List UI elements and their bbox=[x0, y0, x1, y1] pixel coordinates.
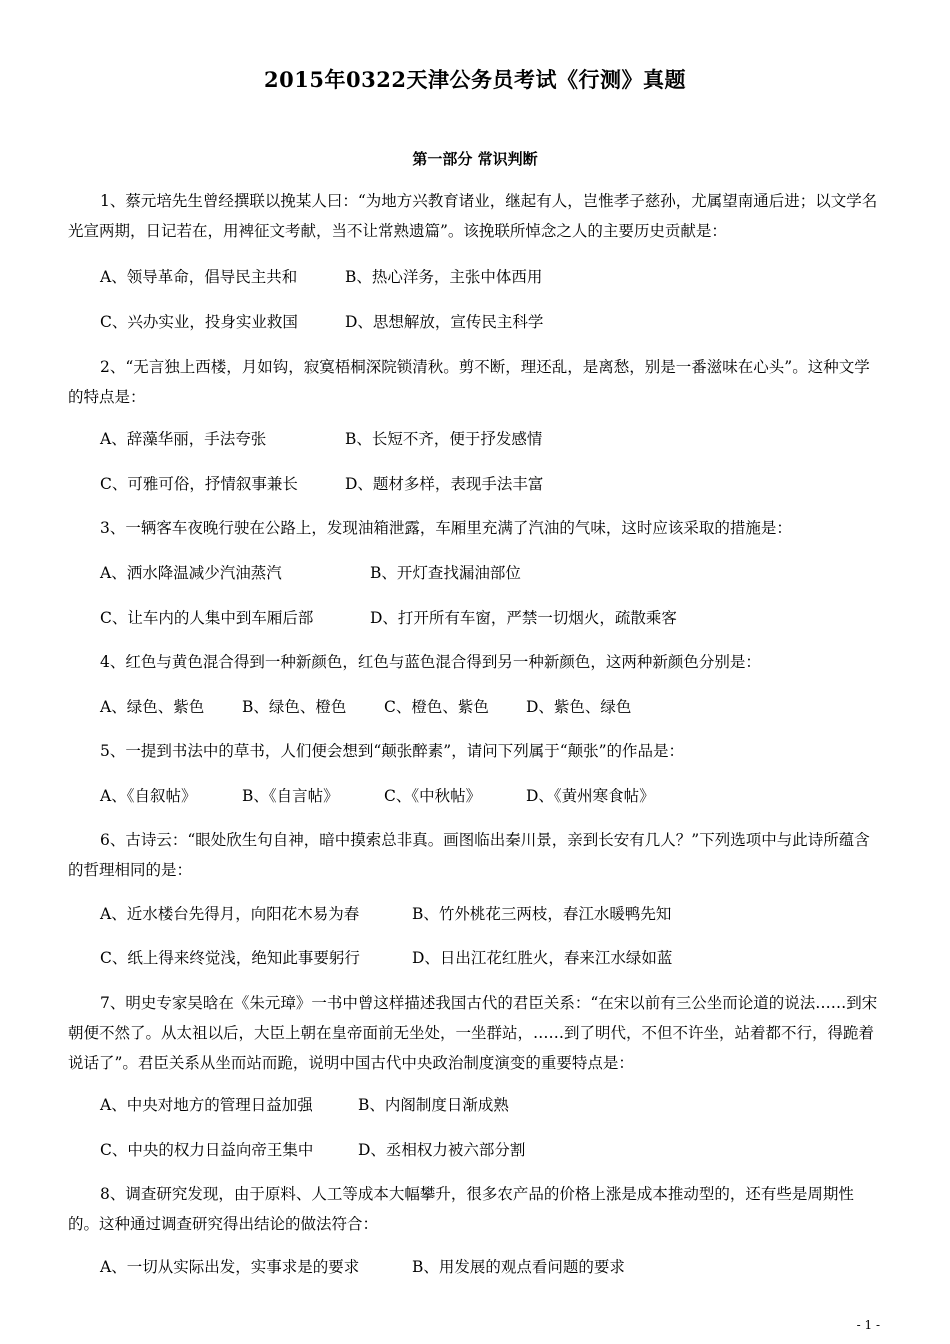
option-d: D、思想解放，宣传民主科学 bbox=[345, 313, 544, 331]
section-heading: 第一部分 常识判断 bbox=[412, 150, 538, 168]
option-b: B、长短不齐，便于抒发感情 bbox=[345, 430, 543, 448]
options-row bbox=[100, 606, 677, 630]
option-c: C、《中秋帖》 bbox=[384, 787, 482, 805]
options-row bbox=[100, 310, 543, 334]
option-d: D、紫色、绿色 bbox=[526, 698, 632, 716]
option-a: A、辞藻华丽，手法夸张 bbox=[100, 430, 267, 448]
option-c: C、中央的权力日益向帝王集中 bbox=[100, 1141, 314, 1159]
option-a: A、洒水降温减少汽油蒸汽 bbox=[100, 564, 282, 582]
option-b: B、热心洋务，主张中体西用 bbox=[345, 268, 543, 286]
option-d: D、日出江花红胜火，春来江水绿如蓝 bbox=[412, 949, 673, 967]
page-number: - 1 - bbox=[856, 1318, 880, 1332]
options-row bbox=[100, 1138, 525, 1162]
options-row bbox=[100, 902, 671, 926]
option-b: B、竹外桃花三两枝，春江水暖鸭先知 bbox=[412, 905, 672, 923]
options-row bbox=[100, 695, 631, 719]
option-c: C、可雅可俗，抒情叙事兼长 bbox=[100, 475, 298, 493]
option-d: D、题材多样，表现手法丰富 bbox=[345, 475, 544, 493]
question-4: 4、红色与黄色混合得到一种新颜色，红色与蓝色混合得到另一种新颜色，这两种新颜色分别是： bbox=[100, 653, 761, 671]
option-b: B、《自言帖》 bbox=[242, 787, 339, 805]
option-b: B、绿色、橙色 bbox=[242, 698, 347, 716]
options-row bbox=[100, 472, 543, 496]
question-1: 1、蔡元培先生曾经撰联以挽某人曰：“为地方兴教育诸业，继起有人，岂惟孝子慈孙，尤属望南通后进；以文学名光宣两期，日记若在，用裨征文考献，当不让常熟遗篇”。该挽联所悼念之人的主要历史贡献是： bbox=[68, 192, 878, 240]
options-row bbox=[100, 1093, 509, 1117]
option-d: D、打开所有车窗，严禁一切烟火，疏散乘客 bbox=[370, 609, 677, 627]
option-c: C、橙色、紫色 bbox=[384, 698, 489, 716]
option-a: A、《自叙帖》 bbox=[100, 787, 197, 805]
options-row bbox=[100, 1255, 625, 1279]
options-row bbox=[100, 946, 672, 970]
option-a: A、领导革命，倡导民主共和 bbox=[100, 268, 298, 286]
options-row bbox=[100, 784, 655, 808]
question-8: 8、调查研究发现，由于原料、人工等成本大幅攀升，很多农产品的价格上涨是成本推动型的，还有些是周期性的。这种通过调查研究得出结论的做法符合： bbox=[68, 1185, 854, 1233]
option-c: C、纸上得来终觉浅，绝知此事要躬行 bbox=[100, 949, 360, 967]
question-3: 3、一辆客车夜晚行驶在公路上，发现油箱泄露，车厢里充满了汽油的气味，这时应该采取的措施是： bbox=[100, 519, 792, 537]
option-b: B、用发展的观点看问题的要求 bbox=[412, 1258, 625, 1276]
document-title: 2015年0322天津公务员考试《行测》真题 bbox=[264, 67, 686, 92]
question-5: 5、一提到书法中的草书，人们便会想到“颠张醉素”，请问下列属于“颠张”的作品是： bbox=[100, 742, 685, 760]
option-a: A、一切从实际出发，实事求是的要求 bbox=[100, 1258, 360, 1276]
option-c: C、兴办实业，投身实业救国 bbox=[100, 313, 298, 331]
option-b: B、内阁制度日渐成熟 bbox=[358, 1096, 509, 1114]
question-6: 6、古诗云：“眼处欣生句自神，暗中摸索总非真。画图临出秦川景，亲到长安有几人？”下列选项中与此诗所蕴含的哲理相同的是： bbox=[68, 831, 870, 879]
question-7: 7、明史专家吴晗在《朱元璋》一书中曾这样描述我国古代的君臣关系：“在宋以前有三公坐而论道的说法……到宋朝便不然了。从太祖以后，大臣上朝在皇帝面前无坐处，一坐群站，……到了明代，不但不许坐，站着都不行，得跪着说话了”。君臣关系从坐而站而跪，说明中国古代中央政治制度演变的重要特点是： bbox=[68, 994, 878, 1072]
options-row bbox=[100, 427, 542, 451]
option-d: D、丞相权力被六部分割 bbox=[358, 1141, 526, 1159]
option-b: B、开灯查找漏油部位 bbox=[370, 564, 521, 582]
options-row bbox=[100, 265, 542, 289]
options-row bbox=[100, 561, 521, 585]
question-2: 2、“无言独上西楼，月如钩，寂寞梧桐深院锁清秋。剪不断，理还乱，是离愁，别是一番滋味在心头”。这种文学的特点是： bbox=[68, 358, 870, 406]
option-a: A、中央对地方的管理日益加强 bbox=[100, 1096, 313, 1114]
option-c: C、让车内的人集中到车厢后部 bbox=[100, 609, 314, 627]
option-d: D、《黄州寒食帖》 bbox=[526, 787, 655, 805]
option-a: A、绿色、紫色 bbox=[100, 698, 205, 716]
option-a: A、近水楼台先得月，向阳花木易为春 bbox=[100, 905, 360, 923]
